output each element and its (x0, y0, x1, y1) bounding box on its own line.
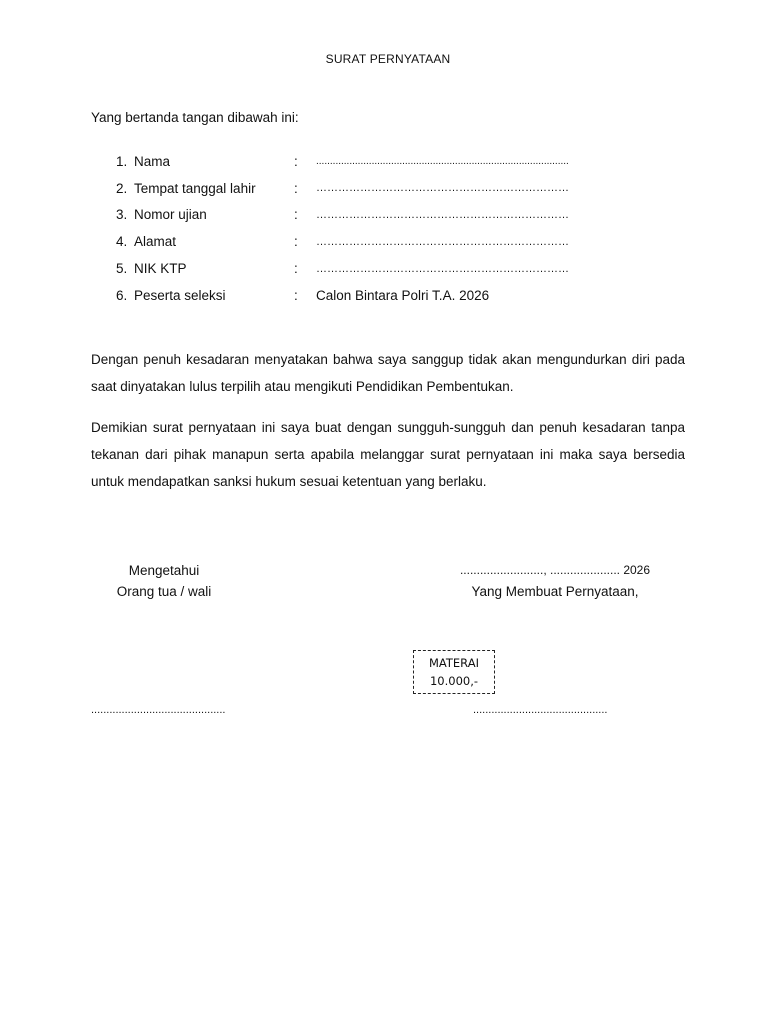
field-colon: : (294, 180, 298, 196)
field-row-alamat (116, 228, 676, 255)
parent-signature-line: ............................................ (91, 704, 226, 716)
field-row-nik-ktp (116, 255, 676, 282)
field-number: 3. (116, 207, 128, 223)
field-value: …………………………………………………………… (316, 208, 569, 221)
materai-value: 10.000,- (429, 674, 479, 688)
signature-applicant-label: Yang Membuat Pernyataan, (471, 584, 639, 599)
statement-paragraph: Dengan penuh kesadaran menyatakan bahwa saya sanggup tidak akan mengundurkan diri pada saat dinyatakan lulus terpilih atau mengikuti Pendidikan Pembentukan. (91, 352, 685, 394)
field-label: Peserta seleksi (134, 287, 226, 303)
field-row-peserta-seleksi (116, 282, 676, 309)
document-title: SURAT PERNYATAAN (325, 52, 451, 66)
field-colon: : (294, 153, 298, 169)
field-value: ........................................................................................... (316, 155, 569, 167)
field-list (116, 148, 676, 309)
intro-text: Yang bertanda tangan dibawah ini: (91, 110, 299, 125)
signature-acknowledge-label: Mengetahui (128, 563, 200, 578)
field-row-nama (116, 148, 676, 175)
field-row-tempat-tanggal-lahir (116, 175, 676, 202)
field-label: Alamat (134, 234, 177, 250)
field-value: Calon Bintara Polri T.A. 2026 (316, 287, 490, 303)
field-number: 5. (116, 261, 128, 277)
field-row-nomor-ujian (116, 202, 676, 229)
field-value: …………………………………………………………… (316, 235, 569, 248)
field-number: 4. (116, 234, 128, 250)
signature-block-applicant (430, 560, 680, 602)
field-label: Tempat tanggal lahir (134, 180, 256, 196)
field-number: 2. (116, 180, 128, 196)
materai-stamp-box (413, 650, 495, 694)
field-colon: : (294, 207, 298, 223)
closing-paragraph: Demikian surat pernyataan ini saya buat dengan sungguh-sungguh dan penuh kesadaran tanpa tekanan dari pihak manapun serta apabila melanggar surat pernyataan ini maka saya bersedia untuk mendapatkan sanksi hukum sesuai ketentuan yang berlaku. (91, 420, 685, 489)
field-colon: : (294, 234, 298, 250)
field-value: …………………………………………………………… (316, 182, 569, 195)
field-label: NIK KTP (134, 261, 187, 277)
signature-place-date: ........................., ..................... 2026 (459, 563, 651, 577)
field-number: 6. (116, 287, 128, 303)
field-label: Nomor ujian (134, 207, 207, 223)
field-number: 1. (116, 153, 128, 169)
field-colon: : (294, 287, 298, 303)
applicant-signature-line: ............................................ (473, 704, 608, 716)
signature-parent-label: Orang tua / wali (116, 584, 212, 599)
signature-block-parent (104, 560, 224, 602)
materai-label: MATERAI (429, 656, 479, 670)
field-colon: : (294, 261, 298, 277)
field-label: Nama (134, 153, 171, 169)
field-value: …………………………………………………………… (316, 262, 569, 275)
